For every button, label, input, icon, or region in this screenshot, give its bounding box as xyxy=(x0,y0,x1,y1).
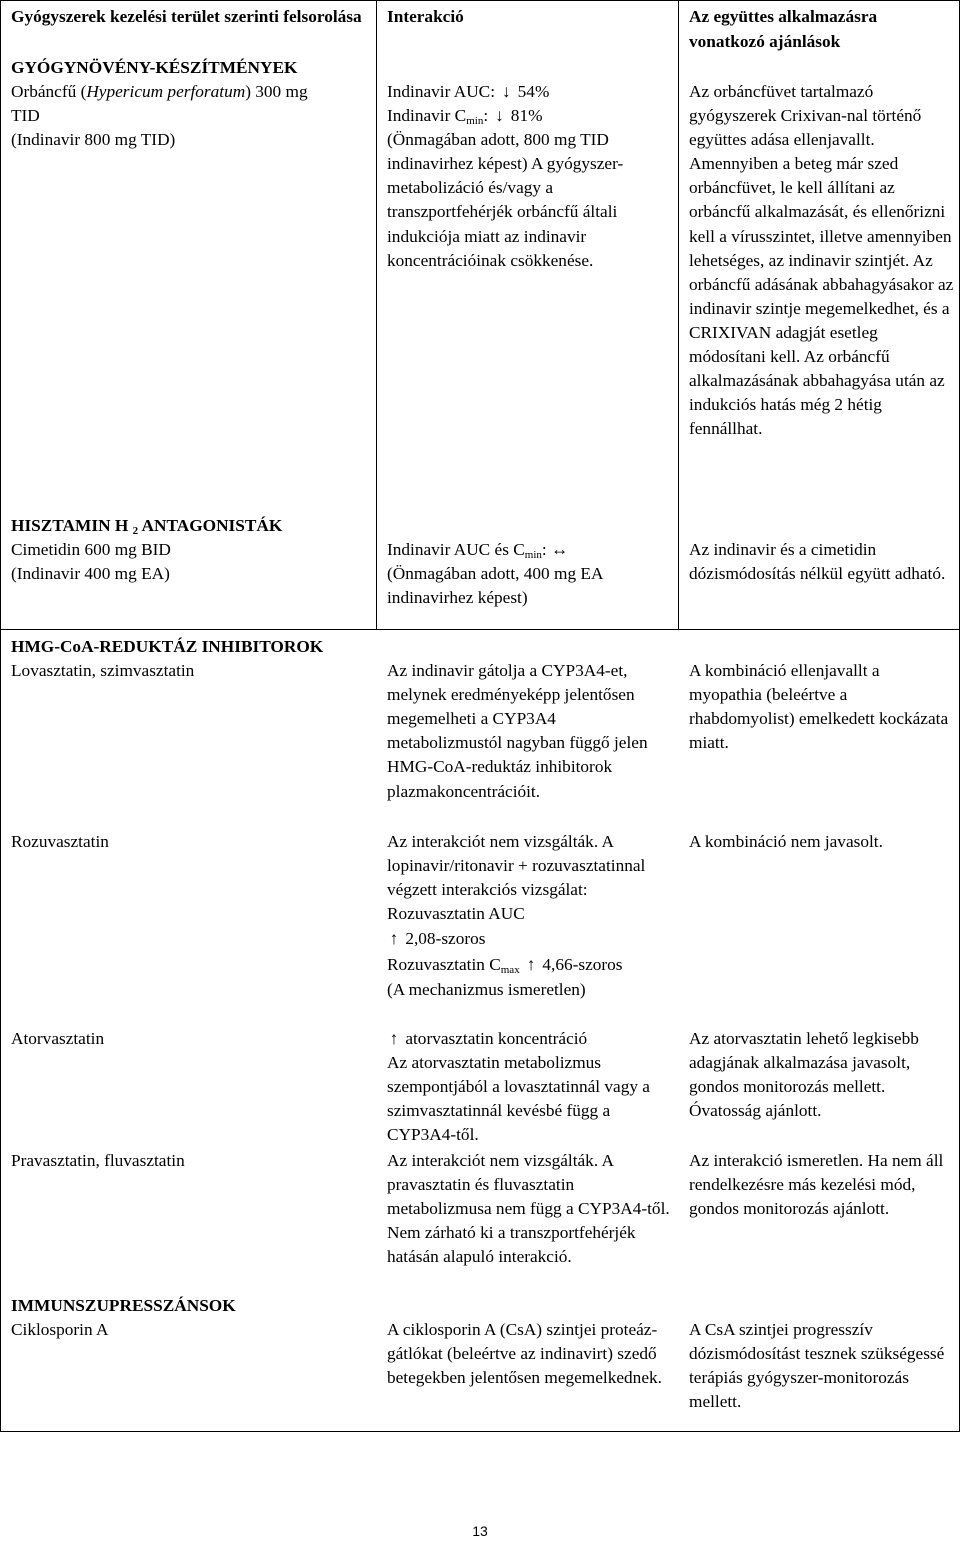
rosu-auc-line xyxy=(387,926,673,952)
rosu-interaction-text: Az interakciót nem vizsgálták. A lopinavir/ritonavir + rozuvasztatinnal végzett interakciós vizsgálat: Rozuvasztatin AUC xyxy=(387,832,646,924)
herbal-drug-text-b: ) 300 mg xyxy=(245,82,308,102)
herbal-recommendation-text: Az orbáncfüvet tartalmazó gyógyszerek Crixivan-nal történő együttes adása ellenjavallt. Amennyiben a beteg már szed orbáncfüvet, le kell állítani az orbáncfű alkalmazását, és ellenőrizni kell a vírusszintet, illetve amennyiben lehetséges, az indinavir szintjét. Az orbáncfű adásának abbahagyásakor az indinavir szintje megemelkedhet, és a CRIXIVAN adagját esetleg módosítani kell. Az orbáncfű alkalmazásának abbahagyása után az indukciós hatás még 2 hétig fennállhat. xyxy=(689,82,954,439)
herbal-cmin-sub: min xyxy=(466,115,484,128)
section-title-hmg: HMG-CoA-REDUKTÁZ INHIBITOROK xyxy=(11,637,324,656)
hmg-drug-cell: Lovasztatin, szimvasztatin xyxy=(11,661,195,681)
hmg-interaction-cell xyxy=(377,830,679,1027)
immuno-drug-cell: Ciklosporin A xyxy=(11,1320,109,1340)
section-title-herbal: GYÓGYNÖVÉNY-KÉSZÍTMÉNYEK xyxy=(11,58,298,77)
atorva-interaction-text: Az atorvasztatin metabolizmus szempontjából a lovasztatinnál vagy a szimvasztatinnál kevésbé függ a CYP3A4-től. xyxy=(387,1053,650,1145)
herbal-interaction-cell xyxy=(377,54,679,506)
immuno-recommendation-cell: A CsA szintjei progresszív dózismódosítást tesznek szükségessé terápiás gyógyszer-monitorozás mellett. xyxy=(689,1320,945,1412)
herbal-drug-line2: TID xyxy=(11,106,40,126)
h2-drug-line1: Cimetidin 600 mg BID xyxy=(11,540,171,560)
h2-interaction-cell xyxy=(377,506,679,629)
hmg-section xyxy=(1,629,959,1431)
h2-title-sub: 2 xyxy=(132,525,139,537)
hmg-recommendation-cell: A kombináció ellenjavallt a myopathia (beleértve a rhabdomyolist) emelkedett kockázata miatt. xyxy=(689,661,949,753)
hmg-drug-cell: Rozuvasztatin xyxy=(11,832,109,852)
herbal-cmin-line xyxy=(387,104,672,128)
header-drug-area: Gyógyszerek kezelési terület szerinti felsorolása xyxy=(1,1,377,54)
rosu-cmax-label: Rozuvasztatin C xyxy=(387,955,501,975)
table-header-row xyxy=(1,1,959,54)
hmg-interaction-cell: Az interakciót nem vizsgálták. A pravasztatin és fluvasztatin metabolizmusa nem függ a CYP3A4-től. Nem zárható ki a transzportfehérjék hatásán alapuló interakció. xyxy=(387,1151,670,1267)
hmg-drug-cell: Pravasztatin, fluvasztatin xyxy=(11,1151,185,1171)
herbal-interaction-text: (Önmagában adott, 800 mg TID indinavirhez képest) A gyógyszer-metabolizáció és/vagy a transzportfehérjék orbáncfű általi indukciója miatt az indinavir koncentrációinak csökkenése. xyxy=(387,130,624,270)
down-arrow-icon: ↓ xyxy=(495,106,504,126)
rosu-cmax-value: 4,66-szoros xyxy=(542,955,623,975)
hmg-interaction-cell xyxy=(377,1027,679,1149)
h2-title-a: HISZTAMIN H xyxy=(11,516,129,535)
h2-title-b: ANTAGONISTÁK xyxy=(138,516,283,535)
hmg-drug-cell: Atorvasztatin xyxy=(11,1029,105,1049)
section-title-h2 xyxy=(11,514,368,538)
herbal-drug-line1 xyxy=(11,80,368,104)
immuno-interaction-cell: A ciklosporin A (CsA) szintjei proteáz-gátlókat (beleértve az indinavirt) szedő betegekben jelentősen megemelkednek. xyxy=(387,1320,662,1388)
h2-colon: : xyxy=(541,540,547,559)
hmg-row-rosuvastatin xyxy=(1,830,959,1027)
herbal-drug-latin: Hypericum perforatum xyxy=(86,82,246,102)
header-recommendation: Az együttes alkalmazásra vonatkozó ajánlások xyxy=(689,7,878,51)
herbal-cmin-colon: : xyxy=(483,106,489,126)
rosu-auc-value: 2,08-szoros xyxy=(405,929,486,949)
immuno-row xyxy=(1,1318,959,1431)
herbal-row xyxy=(1,54,959,506)
hmg-recommendation-cell: A kombináció nem javasolt. xyxy=(689,832,883,852)
hmg-interaction-cell: Az indinavir gátolja a CYP3A4-et, melynek eredményeképp jelentősen megemelheti a CYP3A4 metabolizmustól nagyban függő jelen HMG-CoA-reduktáz inhibitorok plazmakoncentrációit. xyxy=(387,661,648,801)
hmg-row-atorvastatin xyxy=(1,1027,959,1149)
h2-auc-label: Indinavir AUC és C xyxy=(387,540,525,559)
herbal-auc-label: Indinavir AUC: xyxy=(387,82,495,101)
rosu-cmax-line xyxy=(387,952,673,978)
section-title-immuno: IMMUNSZUPRESSZÁNSOK xyxy=(11,1296,236,1316)
h2-drug-line2: (Indinavir 400 mg EA) xyxy=(11,564,170,584)
herbal-recommendation-cell xyxy=(679,54,959,506)
rosu-mechanism: (A mechanizmus ismeretlen) xyxy=(387,980,586,1000)
h2-recommendation-text: Az indinavir és a cimetidin dózismódosítás nélkül együtt adható. xyxy=(689,540,946,584)
hmg-recommendation-cell: Az interakció ismeretlen. Ha nem áll rendelkezésre más kezelési mód, gondos monitorozás ajánlott. xyxy=(689,1151,944,1219)
herbal-cmin-value: 81% xyxy=(510,106,543,126)
atorva-conc-line xyxy=(387,1027,673,1051)
rosu-cmax-sub: max xyxy=(500,964,520,977)
h2-drug-cell xyxy=(1,506,377,629)
hmg-recommendation-cell: Az atorvasztatin lehető legkisebb adagjának alkalmazása javasolt, gondos monitorozás mellett. Óvatosság ajánlott. xyxy=(689,1029,919,1121)
herbal-cmin-label: Indinavir C xyxy=(387,106,467,126)
atorva-conc-text: atorvasztatin koncentráció xyxy=(405,1029,588,1049)
h2-cmin-sub: min xyxy=(524,549,542,561)
herbal-auc-value: 54% xyxy=(517,82,550,101)
h2-recommendation-cell xyxy=(679,506,959,629)
herbal-drug-text-a: Orbáncfű ( xyxy=(11,82,87,102)
h2-interaction-text: (Önmagában adott, 400 mg EA indinavirhez képest) xyxy=(387,564,603,608)
up-arrow-icon: ↑ xyxy=(389,929,399,949)
herbal-drug-cell xyxy=(1,54,377,506)
header-interaction: Interakció xyxy=(377,1,679,54)
left-right-arrow-icon: ↔ xyxy=(551,540,569,559)
herbal-drug-line3: (Indinavir 800 mg TID) xyxy=(11,130,176,150)
hmg-row-pravastatin xyxy=(1,1149,959,1294)
page-number: 13 xyxy=(472,1523,488,1539)
up-arrow-icon: ↑ xyxy=(526,955,536,975)
h2-row xyxy=(1,506,959,629)
down-arrow-icon: ↓ xyxy=(502,82,511,101)
herbal-auc-line xyxy=(387,80,672,104)
up-arrow-icon: ↑ xyxy=(389,1029,399,1049)
h2-auc-line xyxy=(387,538,672,562)
hmg-row-lovastatin xyxy=(1,659,959,830)
